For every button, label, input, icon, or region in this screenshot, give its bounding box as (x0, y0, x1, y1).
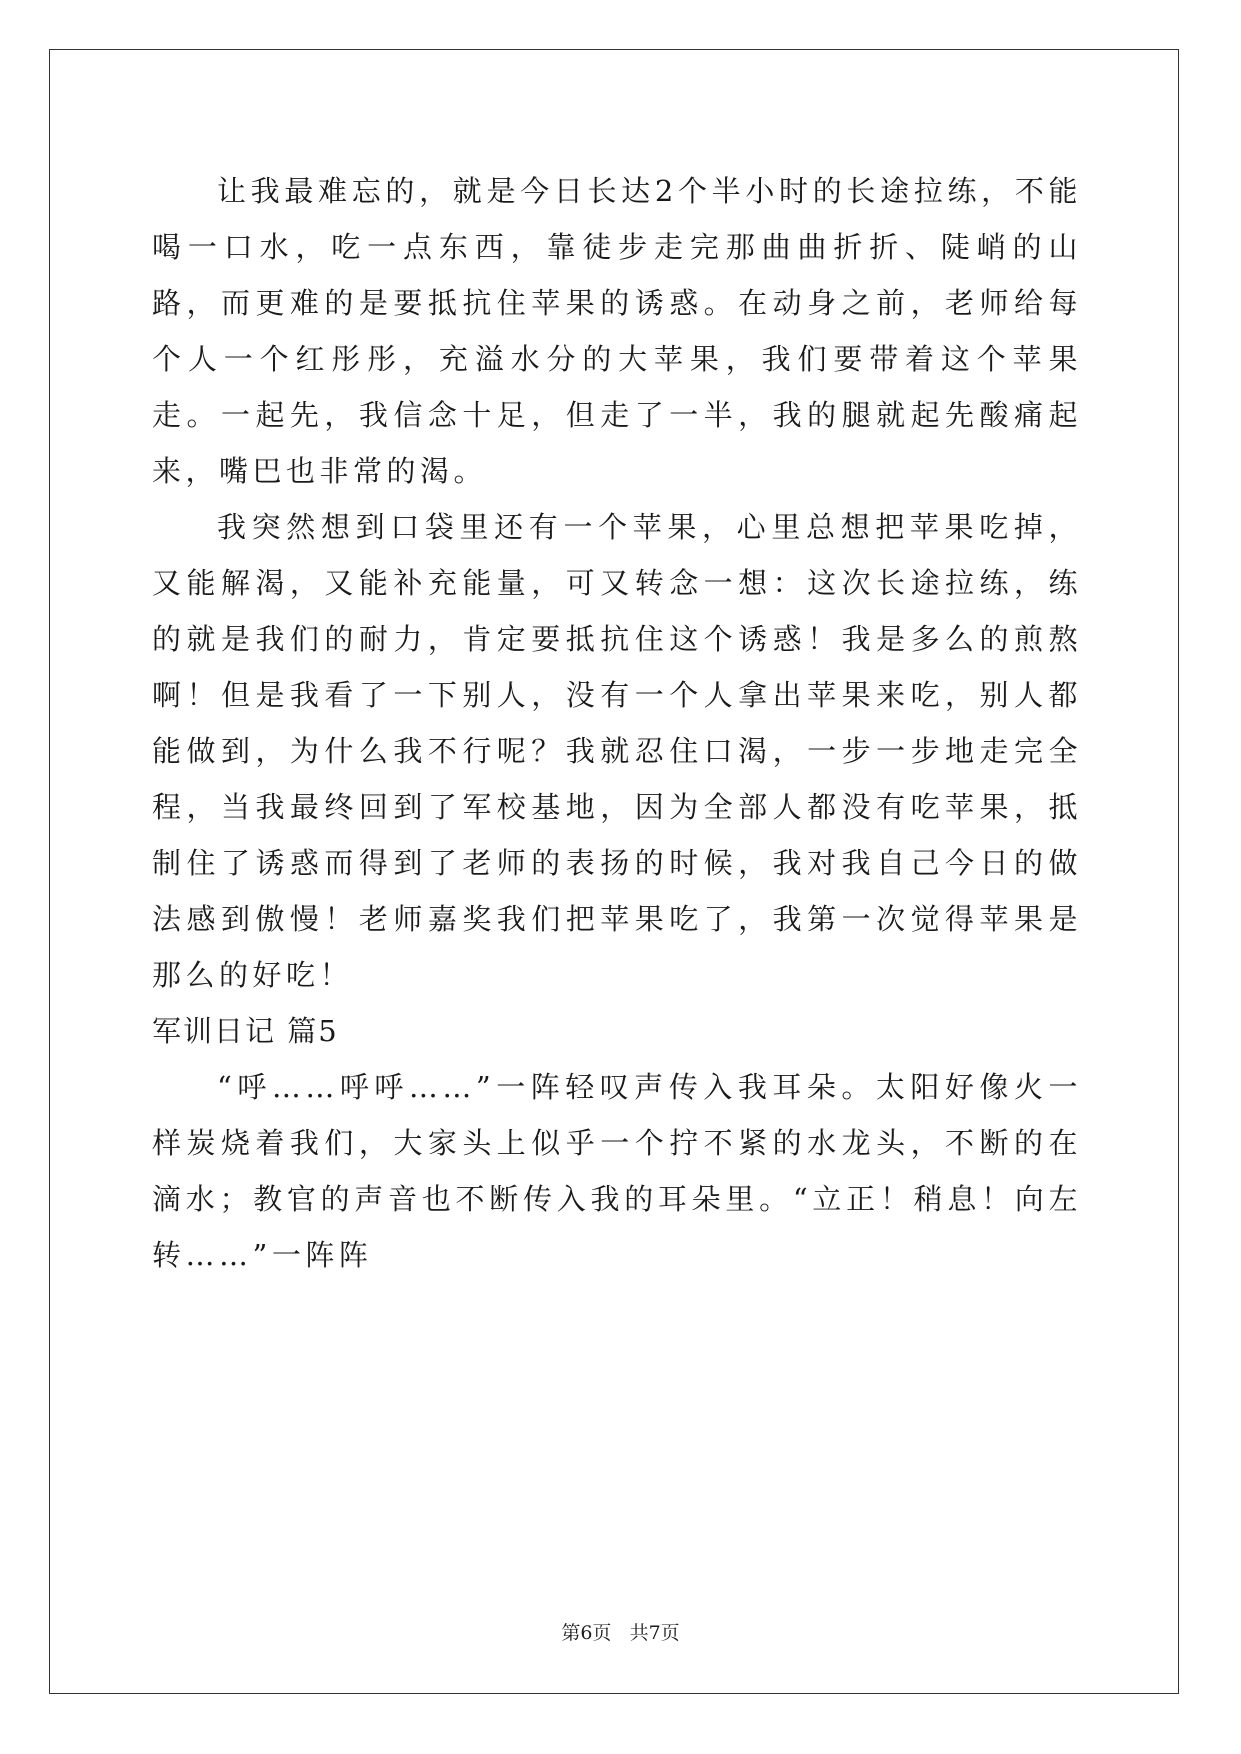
paragraph-apple-march: 让我最难忘的，就是今日长达2个半小时的长途拉练，不能喝一口水，吃一点东西，靠徒步走完那曲曲折折、陡峭的山路，而更难的是要抵抗住苹果的诱惑。在动身之前，老师给每个人一个红彤彤，充溢水分的大苹果，我们要带着这个苹果走。一起先，我信念十足，但走了一半，我的腿就起先酸痛起来，嘴巴也非常的渴。 (152, 174, 1082, 488)
paragraph-resisting-temptation: 我突然想到口袋里还有一个苹果，心里总想把苹果吃掉，又能解渴，又能补充能量，可又转念一想：这次长途拉练，练的就是我们的耐力，肯定要抵抗住这个诱惑！我是多么的煎熬啊！但是我看了一下别人，没有一个人拿出苹果来吃，别人都能做到，为什么我不行呢？我就忍住口渴，一步一步地走完全程，当我最终回到了军校基地，因为全部人都没有吃苹果，抵制住了诱惑而得到了老师的表扬的时候，我对我自己今日的做法感到傲慢！老师嘉奖我们把苹果吃了，我第一次觉得苹果是那么的好吃！ (152, 510, 1082, 992)
page-footer (0, 1618, 1241, 1645)
paragraph-training-heat: “呼……呼呼……”一阵轻叹声传入我耳朵。太阳好像火一样炭烧着我们，大家头上似乎一个拧不紧的水龙头，不断的在滴水；教官的声音也不断传入我的耳朵里。“立正！稍息！向左转……”一阵阵 (152, 1070, 1082, 1272)
page-total: 共7页 (629, 1622, 680, 1644)
page-number: 第6页 (561, 1622, 612, 1644)
document-body (152, 163, 1082, 1283)
section-heading: 军训日记 篇5 (152, 1014, 339, 1048)
